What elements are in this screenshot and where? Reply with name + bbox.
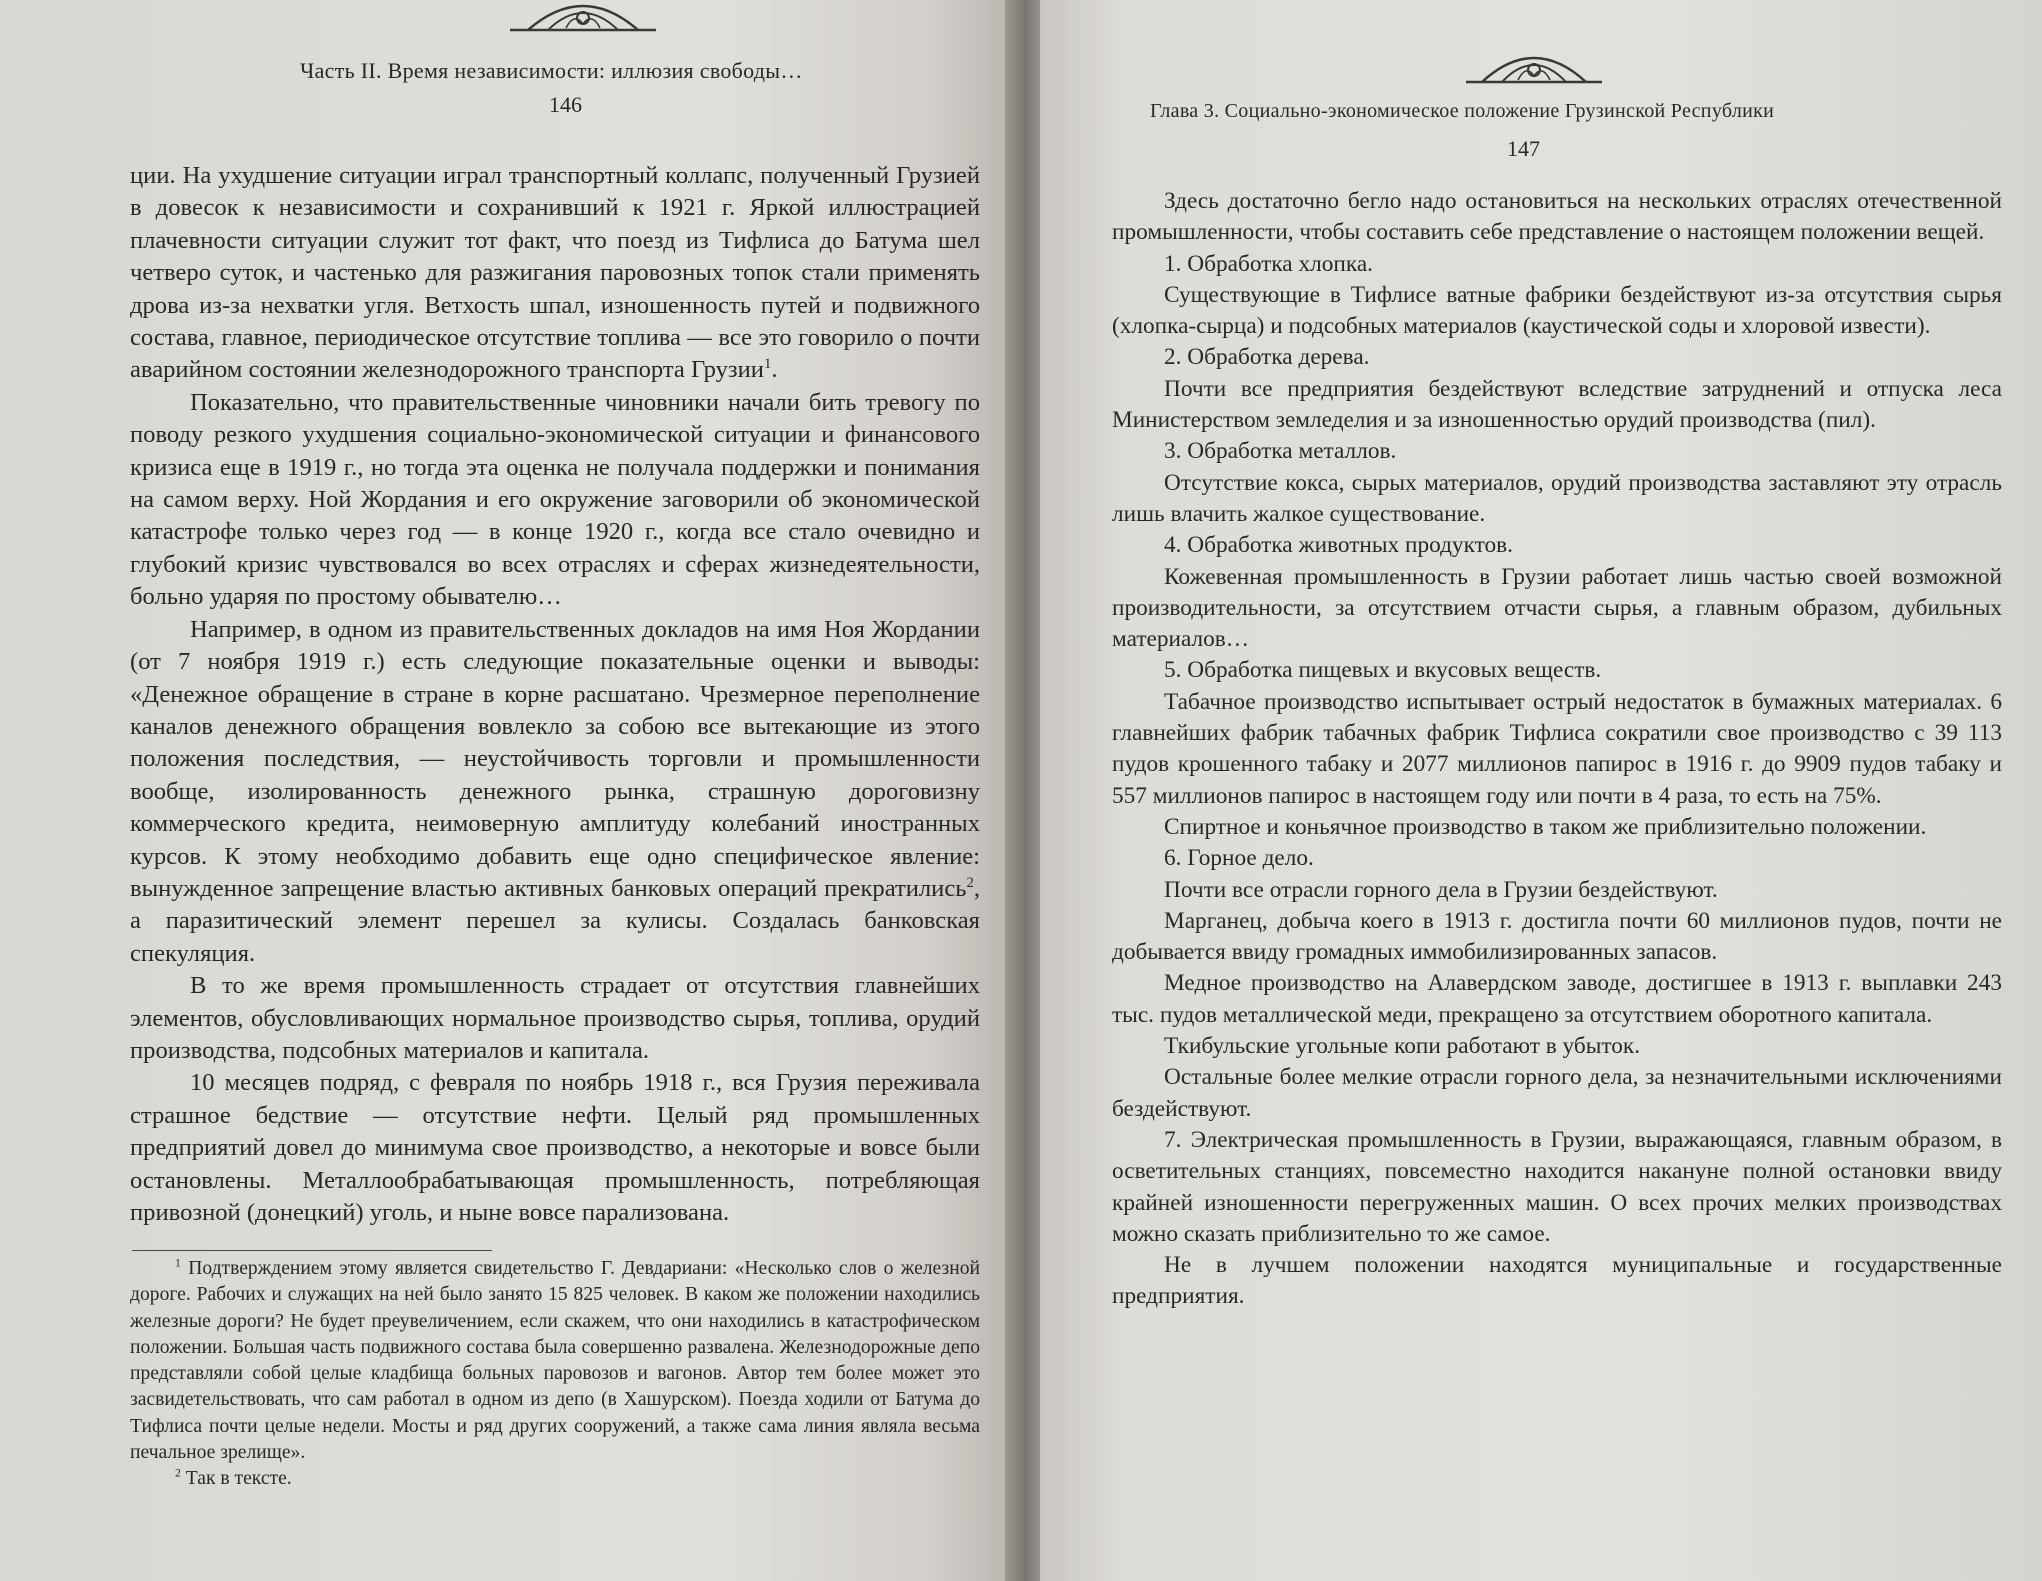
paragraph: Марганец, добыча коего в 1913 г. достигла почти 60 миллионов пудов, почти не добывается ввиду громадных иммобилизированных запасов. — [1112, 907, 2002, 966]
paragraph: Спиртное и коньячное производство в таком же приблизительно положении. — [1164, 813, 1927, 840]
paragraph: 3. Обработка металлов. — [1164, 438, 1397, 465]
running-head: Глава 3. Социально-экономическое положение Грузинской Республики — [1150, 100, 1775, 122]
paragraph: Отсутствие кокса, сырых материалов, орудий производства заставляют эту отрасль лишь влачить жалкое существование. — [1112, 469, 2002, 527]
footnote-mark: 2 — [966, 874, 974, 891]
paragraph: Например, в одном из правительственных докладов на имя Ноя Жордании (от 7 ноября 1919 г.) есть следующие показательные оценки и выводы: «Денежное обращение в стране в корне расшатано. Чрезмерное переполнение каналов денежного обращения вовлекло за собою все вытекающие из этого положения последствия, — неустойчивость торговли и промышленности вообще, изолированность денежного рынка, страшную дороговизну коммерческого кредита, неимоверную амплитуду колебаний иностранных курсов. К этому необходимо добавить еще одно специфическое явление: вынужденное запрещение властью активных банковых операций прекратились$^2$, а паразитический элемент перешел за кулисы. Создалась банковская спекуляция. — [130, 615, 980, 967]
paragraph: В то же время промышленность страдает от отсутствия главнейших элементов, обусловливающих нормальное производство сырья, топлива, орудий производства, подсобных материалов и капитала. — [130, 972, 980, 1064]
paragraph: Существующие в Тифлисе ватные фабрики бездействуют из-за отсутствия сырья (хлопка-сырца) и подсобных материалов (каустической соды и хлоровой извести). — [1112, 281, 2002, 340]
paragraph: 10 месяцев подряд, с февраля по ноябрь 1918 г., вся Грузия переживала страшное бедствие — отсутствие нефти. Целый ряд промышленных предприятий довел до минимума свое производство, а некоторые и вовсе были остановлены. Металлообрабатывающая промышленность, потребляющая привозной (донецкий) уголь, и ныне вовсе парализована. — [130, 1069, 980, 1226]
footnote-divider — [132, 1250, 492, 1251]
footnote-mark: 1 — [763, 356, 772, 373]
paragraph: ции. На ухудшение ситуации играл транспортный коллапс, полученный Грузией в довесок к независимости и сохранивший к 1921 г. Яркой иллюстрацией плачевности ситуации служит тот факт, что поезд из Тифлиса до Батума шел четверо суток, и частенько для разжигания паровозных топок стали применять дрова из-за нехватки угля. Ветхость шпал, изношенность путей и подвижного состава, главное, периодическое отсутствие топлива — все это говорило о почти аварийном состоянии железнодорожного транспорта Грузии$^1$. — [130, 162, 980, 384]
ornament-icon — [1464, 52, 1604, 86]
paragraph: 4. Обработка животных продуктов. — [1164, 532, 1513, 559]
page-number: 146 — [549, 92, 582, 117]
paragraph: Не в лучшем положении находятся муниципальные и государственные предприятия. — [1112, 1252, 2002, 1310]
paragraph: Кожевенная промышленность в Грузии работает лишь частью своей возможной производительности, за отсутствием отчасти сырья, а главным образом, дубильных материалов… — [1112, 563, 2002, 653]
paragraph: Остальные более мелкие отрасли горного дела, за незначительными исключениями бездействуют. — [1112, 1064, 2002, 1122]
right-page — [1040, 0, 2042, 1581]
footnote: $^2$ Так в тексте. — [175, 1466, 292, 1490]
main-text — [130, 160, 980, 1229]
paragraph: Медное производство на Алавердском заводе, достигшее в 1913 г. выплавки 243 тыс. пудов металлической меди, прекращено за отсутствием оборотного капитала. — [1112, 970, 2002, 1028]
ornament-icon — [508, 0, 658, 34]
running-head: Часть II. Время независимости: иллюзия свободы… — [300, 58, 803, 83]
paragraph: Ткибульские угольные копи работают в убыток. — [1164, 1033, 1641, 1060]
paragraph: 5. Обработка пищевых и вкусовых веществ. — [1164, 657, 1602, 684]
paragraph: 2. Обработка дерева. — [1164, 344, 1370, 371]
paragraph: Здесь достаточно бегло надо остановиться на нескольких отраслях отечественной промышленности, чтобы составить себе представление о настоящем положении вещей. — [1112, 188, 2002, 246]
footnote: $^1$ Подтверждением этому является свидетельство Г. Девдариани: «Несколько слов о железной дороге. Рабочих и служащих на ней было занято 15 825 человек. В каком же положении находились железные дороги? Не будет преувеличением, если скажем, что они находились в катастрофическом положении. Большая часть подвижного состава была совершенно развалена. Железнодорожные депо представляли собой целые кладбища больных паровозов и вагонов. Автор тем более может это засвидетельствовать, что сам работал в одном из депо (в Хашурском). Поезда ходили от Батума до Тифлиса почти целые недели. Мосты и ряд других сооружений, а также сама линия являла весьма печальное зрелище». — [130, 1256, 980, 1464]
paragraph: 1. Обработка хлопка. — [1164, 250, 1373, 277]
footnotes — [130, 1256, 980, 1493]
left-page — [0, 0, 1014, 1581]
paragraph: Табачное производство испытывает острый недостаток в бумажных материалах. 6 главнейших фабрик табачных фабрик Тифлиса сократили свое производство с 39 113 пудов крошенного табаку и 2077 миллионов папирос в 1916 г. до 9909 пудов табаку и 557 миллионов папирос в настоящем году или почти в 4 раза, то есть на 75%. — [1112, 688, 2002, 809]
paragraph: 7. Электрическая промышленность в Грузии, выражающаяся, главным образом, в осветительных станциях, повсеместно находится накануне полной остановки ввиду крайней изношенности перегруженных машин. О всех прочих мелких производствах можно сказать приблизительно то же самое. — [1112, 1126, 2002, 1247]
paragraph: Почти все отрасли горного дела в Грузии бездействуют. — [1164, 876, 1718, 903]
paragraph: 6. Горное дело. — [1164, 845, 1314, 872]
paragraph: Почти все предприятия бездействуют вследствие затруднений и отпуска леса Министерством земледелия и за изношенностью орудий производства (пил). — [1112, 375, 2002, 434]
main-text — [1112, 186, 2002, 1313]
page-number: 147 — [1507, 136, 1540, 161]
paragraph: Показательно, что правительственные чиновники начали бить тревогу по поводу резкого ухудшения социально-экономической ситуации и финансового кризиса еще в 1919 г., но тогда эта оценка не получала поддержки и понимания на самом верху. Ной Жордания и его окружение заговорили об экономической катастрофе только через год — в конце 1920 г., когда все стало очевидно и глубокий кризис чувствовался во всех отраслях и сферах жизнедеятельности, больно ударяя по простому обывателю… — [130, 388, 980, 611]
